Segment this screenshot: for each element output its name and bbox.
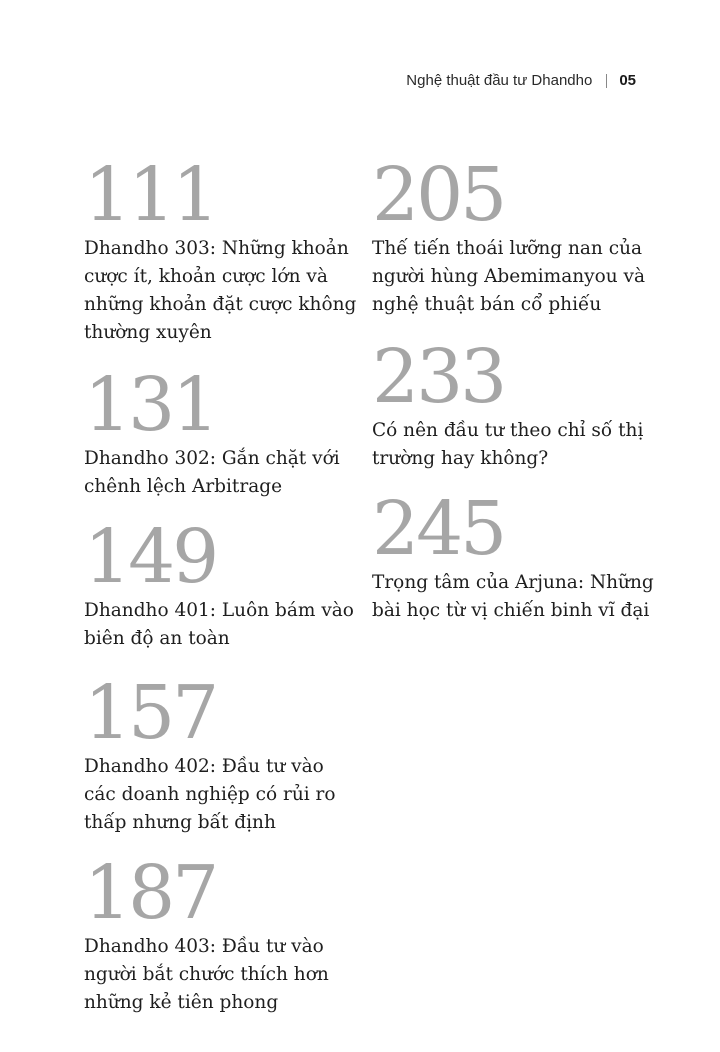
toc-chapter-title: Thế tiến thoái lưỡng nan của người hùng Abemimanyou và nghệ thuật bán cổ phiếu bbox=[372, 238, 646, 315]
toc-entry[interactable] bbox=[84, 152, 359, 368]
toc-chapter-title: Dhandho 302: Gắn chặt với chênh lệch Arbitrage bbox=[84, 448, 340, 497]
toc-chapter-title: Dhandho 402: Đầu tư vào các doanh nghiệp có rủi ro thấp nhưng bất định bbox=[84, 756, 336, 833]
toc-entry[interactable] bbox=[84, 362, 359, 520]
toc-page-number: 205 bbox=[372, 152, 505, 238]
page-number: 05 bbox=[619, 72, 636, 89]
toc-page-number: 187 bbox=[84, 850, 217, 936]
toc-page-number: 245 bbox=[372, 486, 505, 572]
toc-chapter-title: Dhandho 303: Những khoản cược ít, khoản cược lớn và những khoản đặt cược không thường xuyên bbox=[84, 238, 357, 343]
toc-page-number: 233 bbox=[372, 334, 505, 420]
toc-page-number: 111 bbox=[84, 152, 217, 238]
toc-page-number: 157 bbox=[84, 670, 217, 756]
toc-entry[interactable] bbox=[372, 334, 662, 492]
toc-page-number: 149 bbox=[84, 514, 217, 600]
toc-entry[interactable] bbox=[372, 486, 662, 625]
toc-right-column bbox=[372, 152, 662, 625]
toc-chapter-title: Có nên đầu tư theo chỉ số thị trường hay không? bbox=[372, 420, 644, 469]
toc-chapter-title: Trọng tâm của Arjuna: Những bài học từ vị chiến binh vĩ đại bbox=[372, 572, 654, 621]
toc-chapter-title: Dhandho 401: Luôn bám vào biên độ an toàn bbox=[84, 600, 354, 649]
running-header bbox=[406, 72, 636, 89]
toc-entry[interactable] bbox=[84, 514, 359, 676]
toc-left-column bbox=[84, 152, 359, 1017]
header-divider bbox=[606, 74, 607, 88]
book-title: Nghệ thuật đầu tư Dhandho bbox=[406, 72, 593, 89]
toc-entry[interactable] bbox=[84, 670, 359, 856]
toc-chapter-title: Dhandho 403: Đầu tư vào người bắt chước thích hơn những kẻ tiên phong bbox=[84, 936, 329, 1013]
toc-entry[interactable] bbox=[84, 850, 359, 1017]
toc-entry[interactable] bbox=[372, 152, 662, 340]
toc-page-number: 131 bbox=[84, 362, 217, 448]
